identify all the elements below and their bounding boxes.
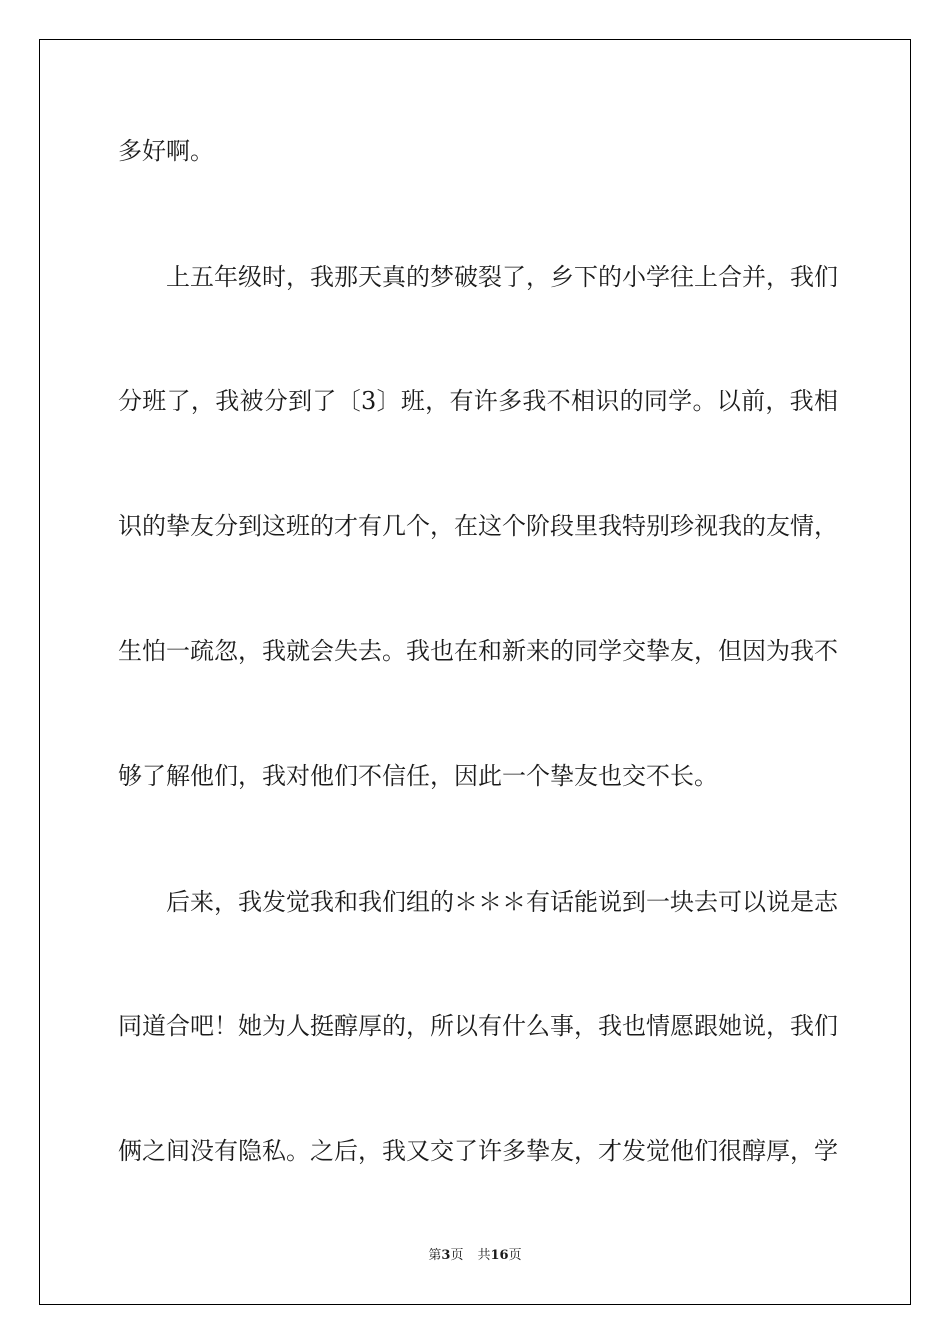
total-pages: 16 [490,1248,509,1263]
total-suffix: 页 [508,1248,522,1263]
text-line-8: 同道合吧！她为人挺醇厚的，所以有什么事，我也情愿跟她说，我们 [118,1012,838,1040]
text-line-6: 够了解他们，我对他们不信任，因此一个挚友也交不长。 [118,762,718,790]
text-line-3: 分班了，我被分到了〔3〕班，有许多我不相识的同学。以前，我相 [118,387,838,415]
page-number: 3 [441,1248,451,1263]
text-line-4: 识的挚友分到这班的才有几个，在这个阶段里我特别珍视我的友情， [118,512,838,540]
text-line-9: 俩之间没有隐私。之后，我又交了许多挚友，才发觉他们很醇厚，学 [118,1137,838,1165]
total-prefix: 共 [477,1248,491,1263]
text-line-5: 生怕一疏忽，我就会失去。我也在和新来的同学交挚友，但因为我不 [118,637,838,665]
text-line-2: 上五年级时，我那天真的梦破裂了，乡下的小学往上合并，我们 [166,263,838,291]
page-suffix: 页 [450,1248,464,1263]
page-prefix: 第 [428,1248,442,1263]
page-footer [0,1247,950,1265]
text-line-7: 后来，我发觉我和我们组的＊＊＊有话能说到一块去可以说是志 [166,888,838,916]
text-line-1: 多好啊。 [118,137,214,165]
page-border [39,39,911,1305]
